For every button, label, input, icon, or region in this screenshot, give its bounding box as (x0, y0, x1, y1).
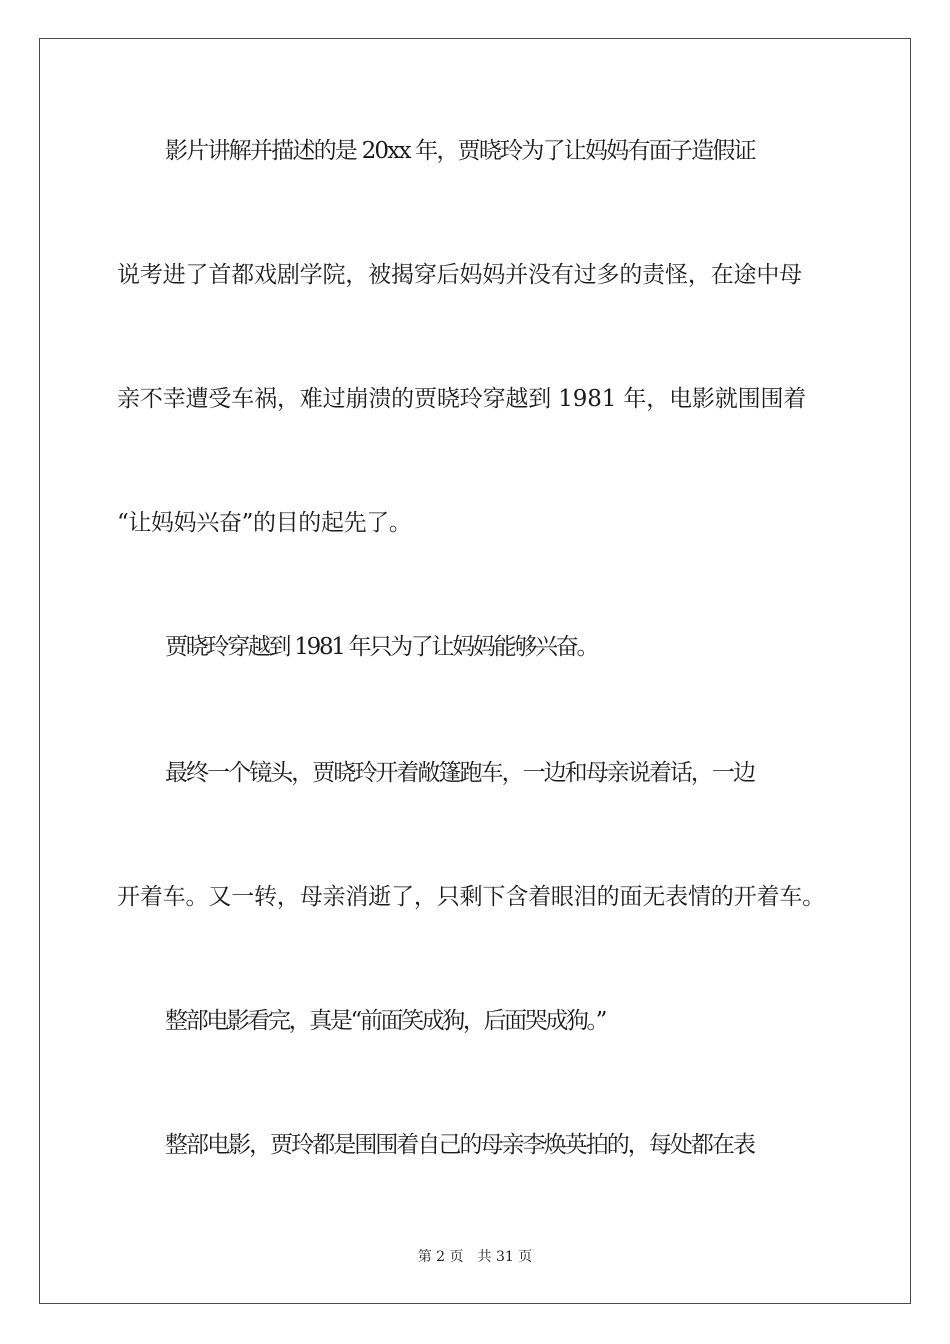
text-line-9: 整部电影，贾玲都是围围着自己的母亲李焕英拍的，每处都在表 (165, 1132, 755, 1158)
text-line-3: 亲不幸遭受车祸，难过崩溃的贾晓玲穿越到 1981 年，电影就围围着 (117, 386, 807, 412)
text-line-5: 贾晓玲穿越到 1981 年只为了让妈妈能够兴奋。 (165, 634, 598, 660)
text-line-8: 整部电影看完，真是“前面笑成狗，后面哭成狗。” (165, 1008, 606, 1034)
text-line-1: 影片讲解并描述的是 20xx 年，贾晓玲为了让妈妈有面子造假证 (165, 138, 755, 164)
text-line-7: 开着车。又一转，母亲消逝了，只剩下含着眼泪的面无表情的开着车。 (117, 884, 826, 910)
text-line-2: 说考进了首都戏剧学院，被揭穿后妈妈并没有过多的责怪，在途中母 (117, 262, 803, 288)
text-line-4: “让妈妈兴奋”的目的起先了。 (117, 510, 412, 536)
page-footer (0, 1246, 950, 1266)
page-total: 共 31 页 (477, 1249, 533, 1265)
page-border (39, 38, 911, 1304)
page-number: 第 2 页 (417, 1249, 464, 1265)
text-line-6: 最终一个镜头，贾晓玲开着敞篷跑车，一边和母亲说着话，一边 (165, 760, 755, 786)
